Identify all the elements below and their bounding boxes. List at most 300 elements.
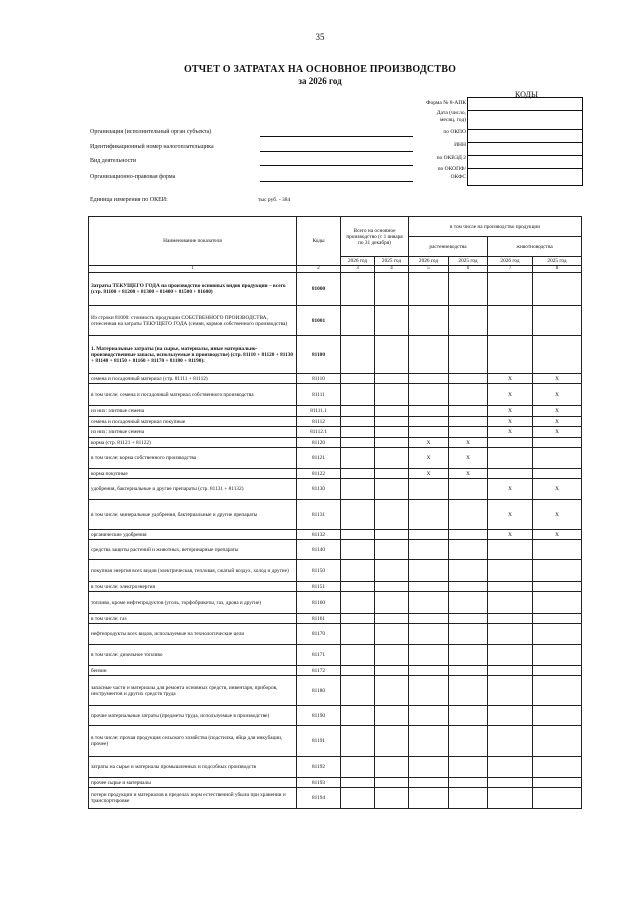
value-cell[interactable] (409, 540, 449, 560)
value-cell[interactable] (449, 645, 488, 666)
value-cell[interactable] (409, 530, 449, 540)
value-cell[interactable] (409, 417, 449, 427)
header-including: в том числе на производство продукции (409, 217, 582, 237)
value-cell[interactable] (375, 592, 409, 614)
table-row (89, 624, 582, 645)
code-cell-inn[interactable] (468, 143, 582, 156)
row-code: 81121 (297, 448, 341, 469)
header-year: 2025 год (449, 257, 488, 266)
row-code: 81120 (297, 438, 341, 448)
value-cell[interactable] (375, 417, 409, 427)
cost-table (88, 216, 582, 809)
excluded-mark: X (488, 530, 533, 540)
value-cell[interactable] (449, 676, 488, 706)
value-cell[interactable] (488, 624, 533, 645)
table-row (89, 469, 582, 479)
code-cell-okopf[interactable] (468, 169, 582, 185)
value-cell[interactable] (533, 336, 582, 374)
value-cell[interactable] (409, 427, 449, 438)
value-cell[interactable] (341, 778, 375, 788)
code-cell-okved[interactable] (468, 156, 582, 169)
value-cell[interactable] (533, 592, 582, 614)
row-code: 81171 (297, 645, 341, 666)
excluded-mark: X (533, 530, 582, 540)
activity-field[interactable] (260, 165, 413, 166)
value-cell[interactable] (409, 592, 449, 614)
value-cell[interactable] (409, 479, 449, 500)
value-cell[interactable] (449, 374, 488, 384)
value-cell[interactable] (409, 624, 449, 645)
value-cell[interactable] (488, 336, 533, 374)
value-cell[interactable] (533, 540, 582, 560)
row-code: 81194 (297, 788, 341, 809)
value-cell[interactable] (375, 469, 409, 479)
column-number: 2 (297, 266, 341, 273)
value-cell[interactable] (375, 374, 409, 384)
value-cell[interactable] (375, 614, 409, 624)
value-cell[interactable] (409, 406, 449, 417)
value-cell[interactable] (341, 592, 375, 614)
value-cell[interactable] (488, 757, 533, 778)
value-cell[interactable] (341, 469, 375, 479)
excluded-mark: X (488, 479, 533, 500)
excluded-mark: X (533, 406, 582, 417)
row-code: 81140 (297, 540, 341, 560)
row-code: 81130 (297, 479, 341, 500)
row-name: покупная энергия всех видов (электрическая, тепловая, сжатый воздух, холод и другие) (89, 560, 297, 582)
excluded-mark: X (533, 427, 582, 438)
row-code: 81161 (297, 614, 341, 624)
value-cell[interactable] (409, 788, 449, 809)
column-number: 4 (375, 266, 409, 273)
table-row (89, 726, 582, 757)
value-cell[interactable] (341, 757, 375, 778)
value-cell[interactable] (375, 645, 409, 666)
value-cell[interactable] (375, 788, 409, 809)
row-code: 81112 (297, 417, 341, 427)
value-cell[interactable] (488, 788, 533, 809)
value-cell[interactable] (488, 273, 533, 306)
value-cell[interactable] (375, 530, 409, 540)
value-cell[interactable] (449, 778, 488, 788)
value-cell[interactable] (375, 273, 409, 306)
report-period: за 2026 год (298, 76, 342, 86)
row-code: 81180 (297, 676, 341, 706)
excluded-mark: X (409, 448, 449, 469)
value-cell[interactable] (449, 757, 488, 778)
row-name: корма (стр. 81121 + 81122) (89, 438, 297, 448)
value-cell[interactable] (409, 273, 449, 306)
table-row (89, 788, 582, 809)
value-cell[interactable] (533, 778, 582, 788)
table-row (89, 530, 582, 540)
table-row (89, 645, 582, 666)
header-plant: растениеводства (409, 237, 488, 257)
excluded-mark: X (533, 500, 582, 530)
date-label-2: месяц, год) (439, 117, 466, 123)
value-cell[interactable] (533, 676, 582, 706)
column-number-row (89, 266, 582, 273)
value-cell[interactable] (533, 645, 582, 666)
table-row (89, 336, 582, 374)
code-cell-okpo[interactable] (468, 130, 582, 143)
row-name: корма покупные (89, 469, 297, 479)
row-name: 1. Материальные затраты (на сырье, материалы, иные материально-производственные запасы, используемые в производстве) (стр. 81110 + 81120 + 81130 + 81140 + 81150 + 81160 + 81170 + 81180 + 81190): (89, 336, 297, 374)
value-cell[interactable] (449, 500, 488, 530)
row-code: 81000 (297, 273, 341, 306)
row-code: 81112.1 (297, 427, 341, 438)
inn-field-label: Идентификационный номер налогоплательщика (90, 144, 214, 150)
table-row (89, 438, 582, 448)
value-cell[interactable] (409, 778, 449, 788)
value-cell[interactable] (341, 676, 375, 706)
value-cell[interactable] (341, 540, 375, 560)
value-cell[interactable] (449, 427, 488, 438)
column-number: 5 (409, 266, 449, 273)
row-code: 81001 (297, 306, 341, 336)
excluded-mark: X (533, 374, 582, 384)
row-name: семена и посадочный материал (стр. 81111 + 81112) (89, 374, 297, 384)
row-code: 81131 (297, 500, 341, 530)
value-cell[interactable] (341, 438, 375, 448)
value-cell[interactable] (449, 273, 488, 306)
value-cell[interactable] (409, 614, 449, 624)
value-cell[interactable] (449, 726, 488, 757)
value-cell[interactable] (375, 479, 409, 500)
table-row (89, 273, 582, 306)
value-cell[interactable] (449, 614, 488, 624)
value-cell[interactable] (375, 726, 409, 757)
value-cell[interactable] (533, 757, 582, 778)
okopf-label: по ОКОПФ/ (437, 166, 466, 172)
row-code: 81191 (297, 726, 341, 757)
excluded-mark: X (533, 417, 582, 427)
value-cell[interactable] (488, 540, 533, 560)
form-label: Форма № 8-АПК (426, 100, 466, 106)
value-cell[interactable] (409, 336, 449, 374)
value-cell[interactable] (409, 374, 449, 384)
row-name: в том числе: газ (89, 614, 297, 624)
table-row (89, 479, 582, 500)
header-year: 2025 год (533, 257, 582, 266)
column-number: 8 (533, 266, 582, 273)
table-row (89, 500, 582, 530)
value-cell[interactable] (409, 500, 449, 530)
value-cell[interactable] (533, 273, 582, 306)
excluded-mark: X (488, 374, 533, 384)
value-cell[interactable] (449, 406, 488, 417)
value-cell[interactable] (409, 384, 449, 406)
value-cell[interactable] (449, 479, 488, 500)
row-name: запасные части и материалы для ремонта основных средств, инвентаря, приборов, инструментов и других средств труда (89, 676, 297, 706)
excluded-mark: X (488, 427, 533, 438)
row-name: топливо, кроме нефтепродуктов (уголь, торфобрикеты, газ, дрова и другие) (89, 592, 297, 614)
value-cell[interactable] (533, 438, 582, 448)
header-name: Наименование показателя (89, 217, 297, 266)
row-name: удобрения, бактериальные и другие препараты (стр. 81131 + 81132) (89, 479, 297, 500)
table-row (89, 540, 582, 560)
excluded-mark: X (533, 479, 582, 500)
value-cell[interactable] (449, 592, 488, 614)
row-name: семена и посадочный материал покупные (89, 417, 297, 427)
value-cell[interactable] (488, 676, 533, 706)
value-cell[interactable] (488, 582, 533, 592)
excluded-mark: X (449, 448, 488, 469)
okved-label: по ОКВЭД 2 (436, 155, 466, 161)
value-cell[interactable] (375, 778, 409, 788)
okei-label: Единица измерения по ОКЕИ: (90, 197, 168, 203)
value-cell[interactable] (488, 592, 533, 614)
row-code: 81170 (297, 624, 341, 645)
value-cell[interactable] (488, 614, 533, 624)
value-cell[interactable] (341, 788, 375, 809)
row-code: 81111.1 (297, 406, 341, 417)
table-row (89, 306, 582, 336)
value-cell[interactable] (488, 666, 533, 676)
value-cell[interactable] (341, 479, 375, 500)
value-cell[interactable] (409, 757, 449, 778)
value-cell[interactable] (375, 500, 409, 530)
row-code: 81110 (297, 374, 341, 384)
table-row (89, 757, 582, 778)
codes-box (467, 97, 583, 186)
excluded-mark: X (409, 438, 449, 448)
excluded-mark: X (488, 384, 533, 406)
value-cell[interactable] (341, 614, 375, 624)
value-cell[interactable] (449, 417, 488, 427)
table-row (89, 666, 582, 676)
row-code: 81172 (297, 666, 341, 676)
page-number: 35 (315, 32, 325, 42)
row-name: в том числе: прочая продукция сельского хозяйства (подстилка, яйца для инкубации, прочее) (89, 726, 297, 757)
value-cell[interactable] (409, 306, 449, 336)
value-cell[interactable] (341, 448, 375, 469)
row-name: органические удобрения (89, 530, 297, 540)
row-name: из них: элитные семена (89, 406, 297, 417)
row-name: Затраты ТЕКУЩЕГО ГОДА на производство основных видов продукции – всего (стр. 81100 + 81200 + 81300 + 81400 + 81500 + 81600) (89, 273, 297, 306)
value-cell[interactable] (341, 273, 375, 306)
table-row (89, 384, 582, 406)
row-code: 81193 (297, 778, 341, 788)
row-code: 81150 (297, 560, 341, 582)
value-cell[interactable] (533, 469, 582, 479)
header-code: Коды (297, 217, 341, 266)
value-cell[interactable] (488, 706, 533, 726)
okpo-label: по ОКПО (443, 129, 466, 135)
value-cell[interactable] (341, 726, 375, 757)
row-name: прочее сырье и материалы (89, 778, 297, 788)
excluded-mark: X (449, 438, 488, 448)
row-name: в том числе: корма собственного производства (89, 448, 297, 469)
table-row (89, 592, 582, 614)
value-cell[interactable] (449, 624, 488, 645)
inn-label: ИНН (454, 142, 466, 148)
table-row (89, 406, 582, 417)
value-cell[interactable] (488, 469, 533, 479)
row-code: 81192 (297, 757, 341, 778)
value-cell[interactable] (375, 757, 409, 778)
value-cell[interactable] (375, 706, 409, 726)
row-code: 81151 (297, 582, 341, 592)
value-cell[interactable] (488, 306, 533, 336)
value-cell[interactable] (341, 666, 375, 676)
row-name: в том числе: дизельное топливо (89, 645, 297, 666)
inn-field[interactable] (260, 151, 413, 152)
value-cell[interactable] (341, 306, 375, 336)
value-cell[interactable] (488, 438, 533, 448)
value-cell[interactable] (409, 676, 449, 706)
value-cell[interactable] (375, 676, 409, 706)
excluded-mark: X (449, 469, 488, 479)
activity-label: Вид деятельности (90, 158, 137, 164)
value-cell[interactable] (341, 406, 375, 417)
value-cell[interactable] (488, 448, 533, 469)
value-cell[interactable] (341, 530, 375, 540)
report-title: ОТЧЕТ О ЗАТРАТАХ НА ОСНОВНОЕ ПРОИЗВОДСТВО (183, 64, 457, 75)
value-cell[interactable] (449, 384, 488, 406)
value-cell[interactable] (533, 706, 582, 726)
header-year: 2025 год (375, 257, 409, 266)
value-cell[interactable] (533, 582, 582, 592)
value-cell[interactable] (341, 500, 375, 530)
value-cell[interactable] (449, 540, 488, 560)
excluded-mark: X (488, 500, 533, 530)
value-cell[interactable] (409, 666, 449, 676)
value-cell[interactable] (341, 582, 375, 592)
code-cell-form[interactable] (468, 98, 582, 111)
organization-field[interactable] (260, 136, 413, 137)
row-name: прочие материальные затраты (предметы труда, используемые в производстве) (89, 706, 297, 726)
value-cell[interactable] (409, 726, 449, 757)
value-cell[interactable] (449, 666, 488, 676)
excluded-mark: X (409, 469, 449, 479)
header-year: 2026 год (488, 257, 533, 266)
value-cell[interactable] (533, 726, 582, 757)
value-cell[interactable] (375, 540, 409, 560)
table-row (89, 417, 582, 427)
value-cell[interactable] (341, 624, 375, 645)
value-cell[interactable] (375, 582, 409, 592)
value-cell[interactable] (375, 306, 409, 336)
value-cell[interactable] (341, 560, 375, 582)
value-cell[interactable] (533, 614, 582, 624)
date-label: Дата (число, (436, 110, 466, 116)
row-name: в том числе: минеральные удобрения, бактериальные и другие препараты (89, 500, 297, 530)
value-cell[interactable] (488, 645, 533, 666)
row-name: из них: элитные семена (89, 427, 297, 438)
table-row (89, 582, 582, 592)
header-total: Всего на основное производство (с 1 января по 31 декабря) (341, 217, 409, 257)
code-cell-date[interactable] (468, 111, 582, 130)
okei-value: тыс руб. - 384 (258, 197, 291, 203)
table-row (89, 676, 582, 706)
row-code: 81111 (297, 384, 341, 406)
row-name: средства защиты растений и животных, ветеринарные препараты (89, 540, 297, 560)
value-cell[interactable] (533, 560, 582, 582)
table-row (89, 706, 582, 726)
value-cell[interactable] (533, 788, 582, 809)
value-cell[interactable] (375, 406, 409, 417)
value-cell[interactable] (449, 706, 488, 726)
value-cell[interactable] (449, 306, 488, 336)
row-name: потери продукции и материалов в пределах норм естественной убыли при хранении и транспортировке (89, 788, 297, 809)
value-cell[interactable] (449, 336, 488, 374)
legal-form-label: Организационно-правовая форма (90, 174, 176, 180)
excluded-mark: X (488, 417, 533, 427)
value-cell[interactable] (409, 582, 449, 592)
value-cell[interactable] (375, 624, 409, 645)
value-cell[interactable] (375, 438, 409, 448)
row-name: в том числе: семена и посадочный материал собственного производства (89, 384, 297, 406)
value-cell[interactable] (375, 560, 409, 582)
table-row (89, 614, 582, 624)
value-cell[interactable] (341, 427, 375, 438)
excluded-mark: X (488, 406, 533, 417)
value-cell[interactable] (409, 645, 449, 666)
header-year: 2026 год (341, 257, 375, 266)
row-name: нефтепродукты всех видов, используемые на технологические цели (89, 624, 297, 645)
value-cell[interactable] (409, 706, 449, 726)
value-cell[interactable] (533, 306, 582, 336)
column-number: 1 (89, 266, 297, 273)
value-cell[interactable] (488, 560, 533, 582)
row-code: 81132 (297, 530, 341, 540)
row-name: Из строки 81000: стоимость продукции СОБСТВЕННОГО ПРОИЗВОДСТВА, отнесенная на затраты ТЕКУЩЕГО ГОДА (семян, кормов собственного производства) (89, 306, 297, 336)
value-cell[interactable] (533, 666, 582, 676)
okfs-label: ОКФС (450, 174, 466, 180)
value-cell[interactable] (375, 666, 409, 676)
value-cell[interactable] (341, 706, 375, 726)
table-row (89, 374, 582, 384)
row-name: затраты на сырье и материалы промышленных и подсобных производств (89, 757, 297, 778)
column-number: 6 (449, 266, 488, 273)
value-cell[interactable] (488, 778, 533, 788)
table-row (89, 778, 582, 788)
value-cell[interactable] (341, 336, 375, 374)
value-cell[interactable] (375, 384, 409, 406)
value-cell[interactable] (375, 336, 409, 374)
row-code: 81122 (297, 469, 341, 479)
value-cell[interactable] (341, 645, 375, 666)
organization-label: Организация (исполнительный орган субъекта) (90, 129, 212, 135)
table-row (89, 560, 582, 582)
header-year: 2026 год (409, 257, 449, 266)
table-row (89, 448, 582, 469)
legal-form-field[interactable] (260, 181, 413, 182)
row-name: бензин (89, 666, 297, 676)
value-cell[interactable] (449, 582, 488, 592)
row-name: в том числе: электроэнергия (89, 582, 297, 592)
value-cell[interactable] (341, 417, 375, 427)
value-cell[interactable] (449, 560, 488, 582)
value-cell[interactable] (533, 624, 582, 645)
value-cell[interactable] (533, 448, 582, 469)
value-cell[interactable] (449, 788, 488, 809)
value-cell[interactable] (409, 560, 449, 582)
value-cell[interactable] (375, 448, 409, 469)
table-row (89, 427, 582, 438)
value-cell[interactable] (488, 726, 533, 757)
codes-label: КОДЫ (515, 90, 538, 99)
value-cell[interactable] (341, 384, 375, 406)
row-code: 81100 (297, 336, 341, 374)
header-animal: животноводства (488, 237, 582, 257)
value-cell[interactable] (375, 427, 409, 438)
value-cell[interactable] (449, 530, 488, 540)
column-number: 7 (488, 266, 533, 273)
row-code: 81160 (297, 592, 341, 614)
value-cell[interactable] (341, 374, 375, 384)
